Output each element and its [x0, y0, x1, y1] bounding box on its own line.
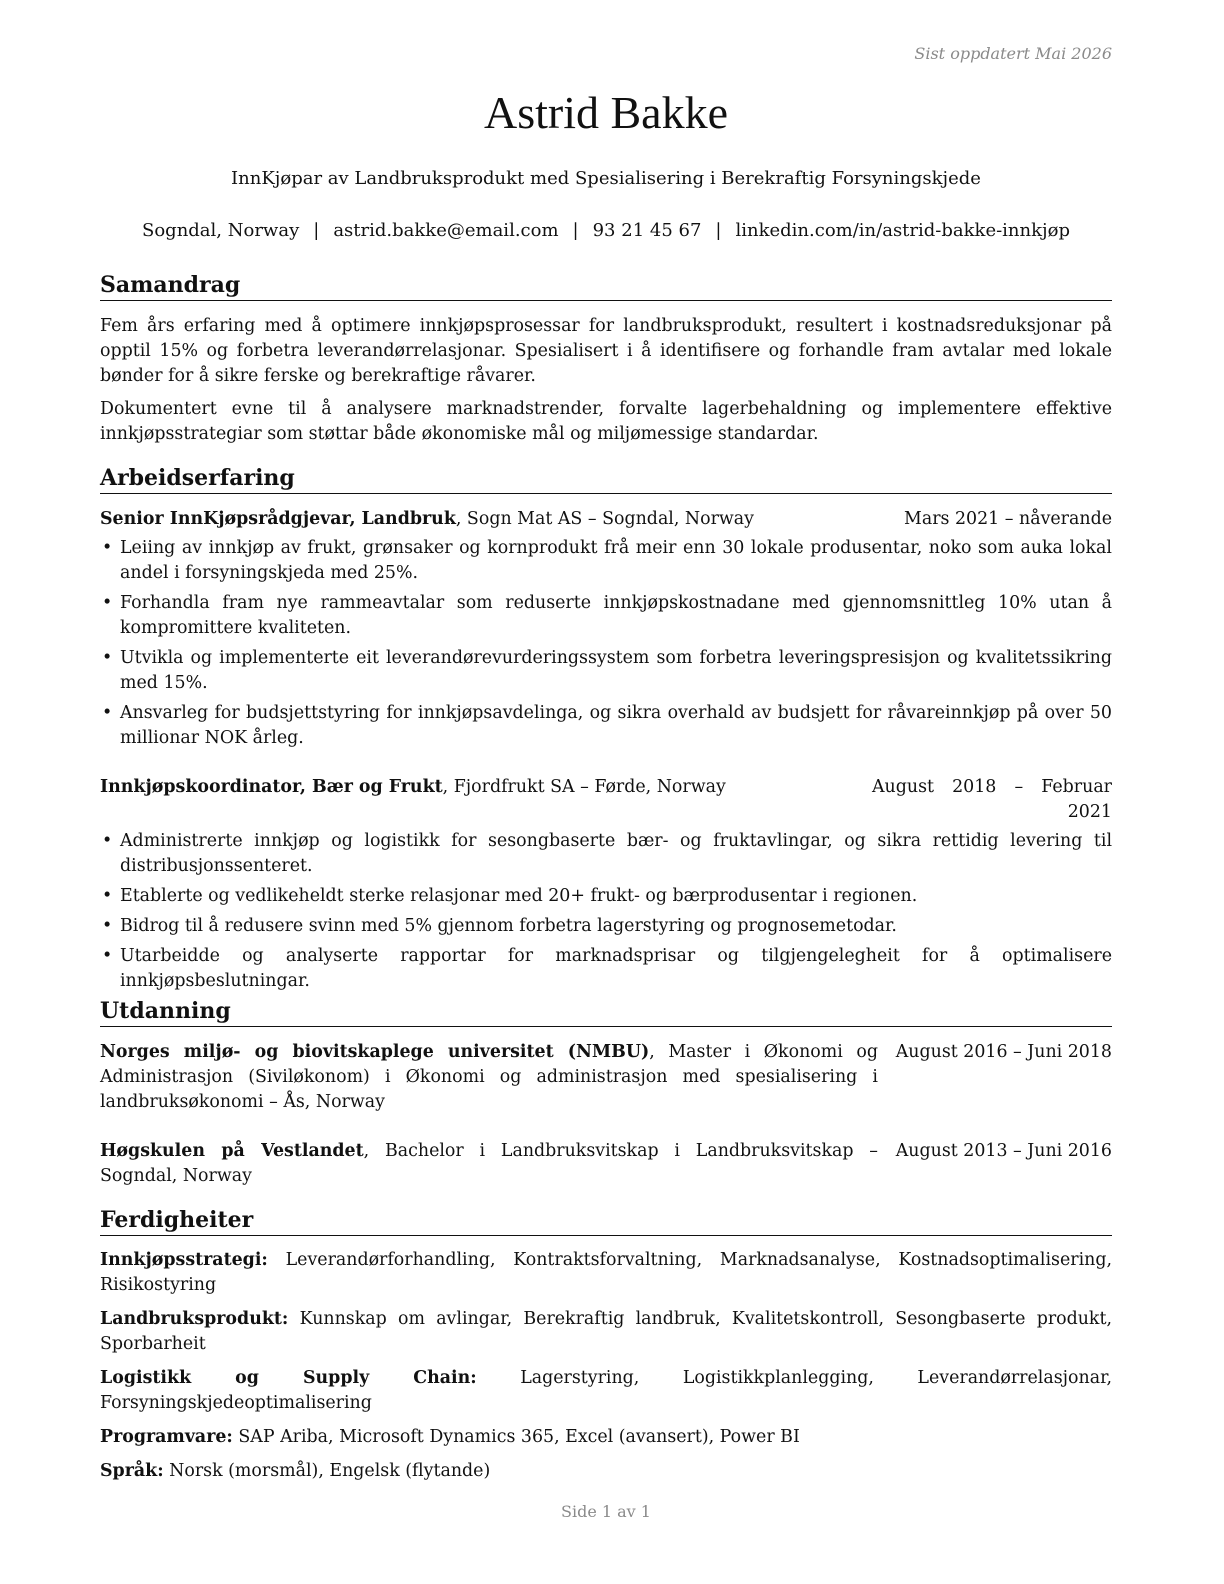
job-role: Senior InnKjøpsrådgjevar, Landbruk: [100, 509, 456, 529]
job-bullet: • Administrerte innkjøp og logistikk for sesongbaserte bær- og fruktavlingar, og sikra rettidig levering til distribusjonssenteret.: [100, 829, 1112, 879]
job-entry: [100, 775, 1112, 999]
job-bullet: • Utvikla og implementerte eit leverandørevurderingssystem som forbetra leveringspresisjon og kvalitetssikring med 15%.: [100, 646, 1112, 696]
contact-linkedin[interactable]: linkedin.com/in/astrid-bakke-innkjøp: [735, 220, 1070, 241]
skill-label: Programvare:: [100, 1427, 233, 1447]
summary-section: [100, 314, 1112, 455]
job-bullet: • Utarbeidde og analyserte rapportar for marknadsprisar og tilgjengelegheit for å optimalisere innkjøpsbeslutningar.: [100, 944, 1112, 994]
skill-value: Kunnskap om avlingar, Berekraftig landbruk, Kvalitetskontroll, Sesongbaserte produkt, Sporbarheit: [100, 1309, 1112, 1354]
skill-label: Språk:: [100, 1461, 164, 1481]
contact-line: [100, 220, 1112, 241]
summary-paragraph: Dokumentert evne til å analysere marknadstrender, forvalte lagerbehaldning og implementere effektive innkjøpsstrategiar som støttar både økonomiske mål og miljømessige standardar.: [100, 399, 1112, 444]
section-title-education: Utdanning: [100, 997, 1112, 1027]
job-entry: [100, 507, 1112, 756]
education-detail: , Master i Økonomi og Administrasjon (Siviløkonom) i Økonomi og administrasjon med spesialisering i landbruksøkonomi – Ås, Norway: [100, 1042, 878, 1112]
job-bullet: • Ansvarleg for budsjettstyring for innkjøpsavdelinga, og sikra overhald av budsjett for råvareinnkjøp på over 50 millionar NOK årleg.: [100, 701, 1112, 751]
skill-label: Logistikk og Supply Chain:: [100, 1368, 477, 1388]
education-dates: August 2016 – Juni 2018: [895, 1042, 1112, 1062]
summary-paragraph: Fem års erfaring med å optimere innkjøpsprosessar for landbruksprodukt, resultert i kostnadsreduksjonar på opptil 15% og forbetra leverandørrelasjonar. Spesialisert i å identifisere og forhandle fram avtalar med lokale bønder for å sikre ferske og berekraftige råvarer.: [100, 316, 1112, 386]
education-entry: [100, 1040, 1112, 1115]
education-entry: [100, 1139, 1112, 1189]
last-updated-note: Sist oppdatert Mai 2026: [914, 44, 1112, 63]
skill-value: SAP Ariba, Microsoft Dynamics 365, Excel (avansert), Power BI: [232, 1427, 800, 1447]
contact-separator: |: [715, 220, 722, 241]
education-detail: , Bachelor i Landbruksvitskap i Landbruksvitskap – Sogndal, Norway: [100, 1141, 878, 1186]
job-bullet: • Bidrog til å redusere svinn med 5% gjennom forbetra lagerstyring og prognosemetodar.: [100, 914, 1112, 939]
job-bullets: [100, 829, 1112, 994]
education-section: [100, 1040, 1112, 1213]
skill-row: [100, 1459, 1112, 1484]
contact-separator: |: [572, 220, 579, 241]
skill-row: [100, 1248, 1112, 1298]
skill-row: [100, 1307, 1112, 1357]
skill-label: Innkjøpsstrategi:: [100, 1250, 268, 1270]
page-number: Side 1 av 1: [561, 1502, 651, 1521]
skill-row: [100, 1366, 1112, 1416]
job-bullet: • Leiing av innkjøp av frukt, grønsaker og kornprodukt frå meir enn 30 lokale produsentar, noko som auka lokal andel i forsyningskjeda med 25%.: [100, 536, 1112, 586]
skill-value: Leverandørforhandling, Kontraktsforvaltning, Marknadsanalyse, Kostnadsoptimalisering, Risikostyring: [100, 1250, 1112, 1295]
candidate-tagline: InnKjøpar av Landbruksprodukt med Spesialisering i Berekraftig Forsyningskjede: [231, 168, 981, 189]
job-employer: , Fjordfrukt SA – Førde, Norway: [442, 777, 726, 797]
contact-email[interactable]: astrid.bakke@email.com: [333, 220, 559, 241]
job-role: Innkjøpskoordinator, Bær og Frukt: [100, 777, 443, 797]
skill-value: Norsk (morsmål), Engelsk (flytande): [163, 1461, 491, 1481]
education-school: Norges miljø- og biovitskaplege universitet (NMBU): [100, 1042, 650, 1062]
job-dates: Mars 2021 – nåverande: [904, 509, 1112, 529]
job-bullets: [100, 536, 1112, 751]
education-dates: August 2013 – Juni 2016: [895, 1141, 1112, 1161]
skill-row: [100, 1425, 1112, 1450]
job-bullet: • Forhandla fram nye rammeavtalar som reduserte innkjøpskostnadane med gjennomsnittleg 10% utan å kompromittere kvaliteten.: [100, 591, 1112, 641]
section-title-experience: Arbeidserfaring: [100, 464, 1112, 494]
section-title-skills: Ferdigheiter: [100, 1206, 1112, 1236]
contact-location: Sogndal, Norway: [142, 220, 300, 241]
contact-phone[interactable]: 93 21 45 67: [592, 220, 702, 241]
candidate-name: Astrid Bakke: [483, 87, 728, 138]
job-bullet: • Etablerte og vedlikeheldt sterke relasjonar med 20+ frukt- og bærprodusentar i regionen.: [100, 884, 1112, 909]
education-school: Høgskulen på Vestlandet: [100, 1141, 364, 1161]
job-dates: August 2018 – Februar 2021: [872, 777, 1112, 822]
resume-page: [100, 0, 1112, 1584]
skill-value: Lagerstyring, Logistikkplanlegging, Leverandørrelasjonar, Forsyningskjedeoptimalisering: [100, 1368, 1112, 1413]
job-header: [100, 775, 1112, 825]
contact-separator: |: [313, 220, 320, 241]
skills-section: [100, 1248, 1112, 1493]
skill-label: Landbruksprodukt:: [100, 1309, 289, 1329]
section-title-summary: Samandrag: [100, 271, 1112, 301]
job-header: [100, 507, 1112, 532]
job-employer: , Sogn Mat AS – Sogndal, Norway: [455, 509, 755, 529]
